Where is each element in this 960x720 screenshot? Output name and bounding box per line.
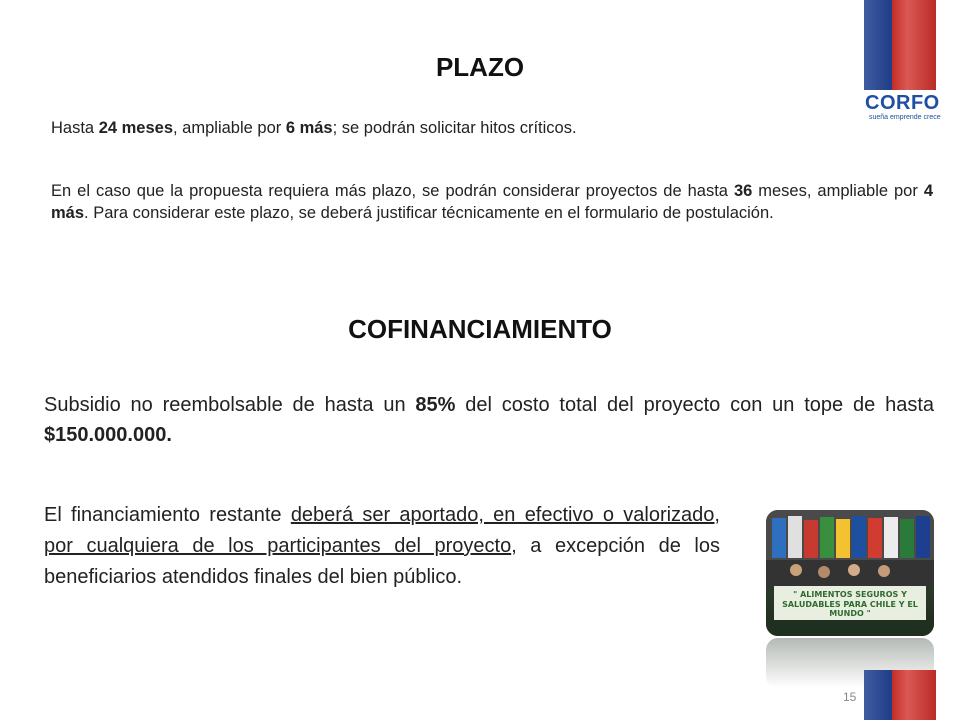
plazo-paragraph-1: Hasta 24 meses, ampliable por 6 más; se podrán solicitar hitos críticos. (51, 119, 577, 137)
flag-strip-bottom (864, 670, 936, 720)
logo-wordmark: CORFO (865, 92, 940, 114)
plazo-paragraph-2: En el caso que la propuesta requiera más plazo, se podrán considerar proyectos de hasta 36 meses, ampliable por 4 más. Para considerar este plazo, se deberá justificar técnicamente en el formulario de postulación. (51, 182, 933, 223)
section-title-cofinanciamiento: COFINANCIAMIENTO (348, 314, 612, 344)
page-number: 15 (843, 690, 857, 704)
logo-tagline: sueña emprende crece (869, 114, 941, 121)
cofinanciamiento-paragraph-1: Subsidio no reembolsable de hasta un 85% del costo total del proyecto con un tope de hasta $150.000.000. (44, 394, 934, 446)
cofinanciamiento-paragraph-2: El financiamiento restante deberá ser aportado, en efectivo o valorizado, por cualquiera de los participantes del proyecto, a excepción de los beneficiarios atendidos finales del bien público. (44, 504, 720, 588)
page-title: PLAZO (435, 52, 525, 82)
event-photo (766, 510, 934, 636)
photo-banner-text: " ALIMENTOS SEGUROS Y SALUDABLES PARA CHILE Y EL MUNDO " (782, 590, 918, 619)
